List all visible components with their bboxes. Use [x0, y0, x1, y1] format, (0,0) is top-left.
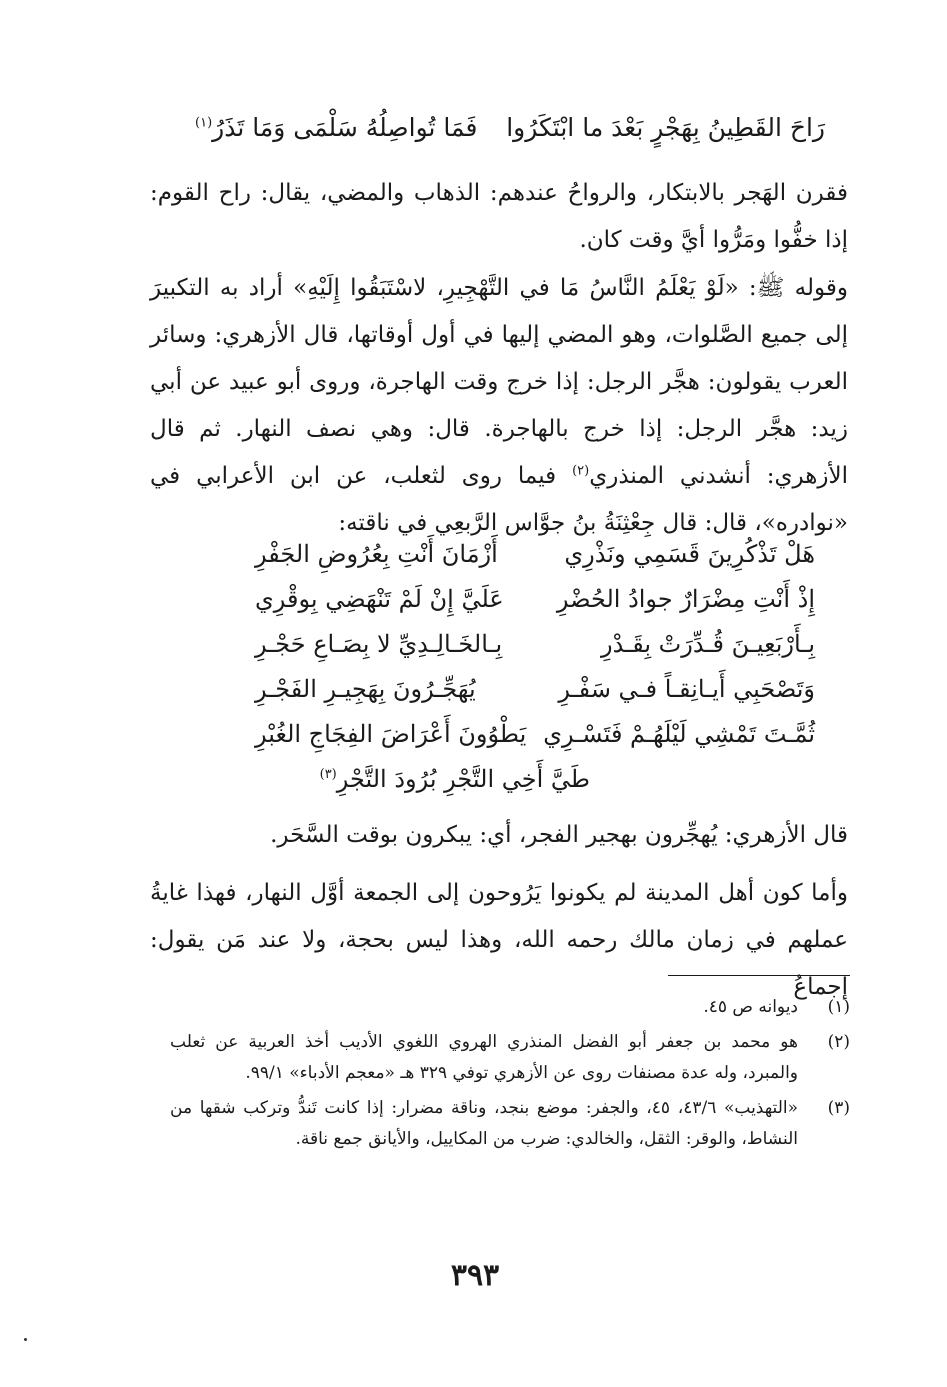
poem-last-line: [319, 758, 590, 800]
verse-second-hemistich-text: فَمَا تُواصِلُهُ سَلْمَى وَمَا تَذَرُ: [212, 113, 478, 142]
footnote-separator: [668, 975, 850, 976]
footnotes: [170, 992, 850, 1159]
poem-hemistich-first: وَتَصْحَبِي أَيـانِقـاً فـي سَفْـرِ: [558, 675, 815, 703]
poem-line: [255, 712, 815, 757]
poem-hemistich-first: بِـأَرْبَعِيـنَ قُـدِّرَتْ بِقَـدْرِ: [601, 630, 815, 658]
verse-second-hemistich: [195, 108, 477, 148]
paragraph-1: فقرن الهَجر بالابتكار، والرواحُ عندهم: الذهاب والمضي، يقال: راح القوم: إذا خفُّوا ومَرُّوا أيَّ وقت كان.: [150, 180, 848, 253]
footnote: [170, 992, 850, 1023]
poem-line: [255, 667, 815, 712]
footnote-number: (١): [827, 997, 850, 1017]
paragraph-2-part-1: وقوله ﷺ: «لَوْ يَعْلَمُ النَّاسُ مَا في التَّهْجِيرِ، لاسْتَبَقُوا إِلَيْهِ» أراد به التكبيرَ إلى جميع الصَّلوات، وهو المضي إليها في أول أوقاتها، قال الأزهري: وسائر العرب يقولون: هجَّر الرجل: إذا خرج وقت الهاجرة، وروى أبو عبيد عن أبي زيد: هجَّر الرجل: إذا خرج بالهاجرة. قال: وهي نصف النهار. ثم قال الأزهري: أنشدني المنذري: [150, 275, 848, 489]
footnote: [170, 1093, 850, 1155]
footnote-number: (٣): [827, 1098, 850, 1118]
poem-line: [255, 622, 815, 667]
poem-last-line-text: طَيَّ أَخِي التَّجْرِ بُرُودَ التَّجْرِ: [336, 765, 590, 793]
poem-hemistich-first: إِذْ أَنْتِ مِضْرَارٌ جوادُ الحُضْرِ: [556, 585, 815, 613]
footnote-text: هو محمد بن جعفر أبو الفضل المنذري الهروي اللغوي الأديب أخذ العربية عن ثعلب والمبرد، وله عدة مصنفات روى عن الأزهري توفي ٣٢٩ هـ «معجم الأدباء» ٩٩/١.: [170, 1032, 798, 1083]
poem-hemistich-first: هَلْ تَذْكُرِينَ قَسَمِي ونَذْرِي: [564, 540, 815, 568]
verse-first-hemistich: رَاحَ القَطِينُ بِهَجْرٍ بَعْدَ ما ابْتَكَرُوا: [506, 113, 825, 142]
footnote-ref-2: (٢): [572, 463, 590, 479]
footnote: [170, 1027, 850, 1089]
poem-line: [255, 577, 815, 622]
poem-hemistich-second: يُهَجِّـرُونَ بِهَجِيـرِ الفَجْـرِ: [255, 675, 476, 703]
poem-hemistich-second: يَطْوُونَ أَعْرَاضَ الفِجَاجِ الغُبْرِ: [255, 720, 527, 748]
page-number: ٣٩٣: [450, 1258, 500, 1293]
footnote-number: (٢): [827, 1032, 850, 1052]
paragraph-2: [150, 265, 848, 547]
paragraph-2-part-2: فيما روى لثعلب، عن ابن الأعرابي في «نوادره»، قال: قال جِعْثِنَةُ بنُ جوَّاس الرَّبعِي في ناقته:: [150, 463, 848, 536]
poem: [255, 532, 815, 757]
scan-speck: [24, 1338, 27, 1341]
poem-hemistich-second: عَلَيَّ إِنْ لَمْ تَنْهَضِي بِوقْرِي: [255, 585, 504, 613]
poem-hemistich-first: ثُمَّـتَ تَمْشِي لَيْلَهُـمْ فَتَسْـرِي: [543, 720, 815, 748]
footnote-text: ديوانه ص ٤٥.: [703, 997, 798, 1017]
opening-verse: [195, 108, 825, 148]
paragraph-3: قال الأزهري: يُهجِّرون بهجير الفجر، أي: يبكرون بوقت السَّحَر.: [270, 822, 848, 848]
poem-hemistich-second: بِـالخَـالِـدِيِّ لا بِصَـاعِ حَجْـرِ: [255, 630, 503, 658]
poem-line: [255, 532, 815, 577]
paragraph-4: وأما كون أهل المدينة لم يكونوا يَرُوحون إلى الجمعة أوَّل النهار، فهذا غايةُ عملهم في زمان مالك رحمه الله، وهذا ليس بحجة، ولا عند مَن يقول: إجماعُ: [150, 880, 848, 1000]
footnote-ref-3: (٣): [319, 767, 337, 782]
poem-hemistich-second: أَزْمَانَ أَنْتِ بِعُرُوضِ الجَفْرِ: [255, 540, 498, 568]
footnote-ref-1: (١): [195, 115, 213, 131]
footnote-text: «التهذيب» ٤٣/٦، ٤٥، والجفر: موضع بنجد، وناقة مضرار: إذا كانت تَندُّ وتركب شقها من النشاط، والوقر: الثقل، والخالدي: ضرب من المكاييل، والأيانق جمع ناقة.: [170, 1098, 798, 1149]
